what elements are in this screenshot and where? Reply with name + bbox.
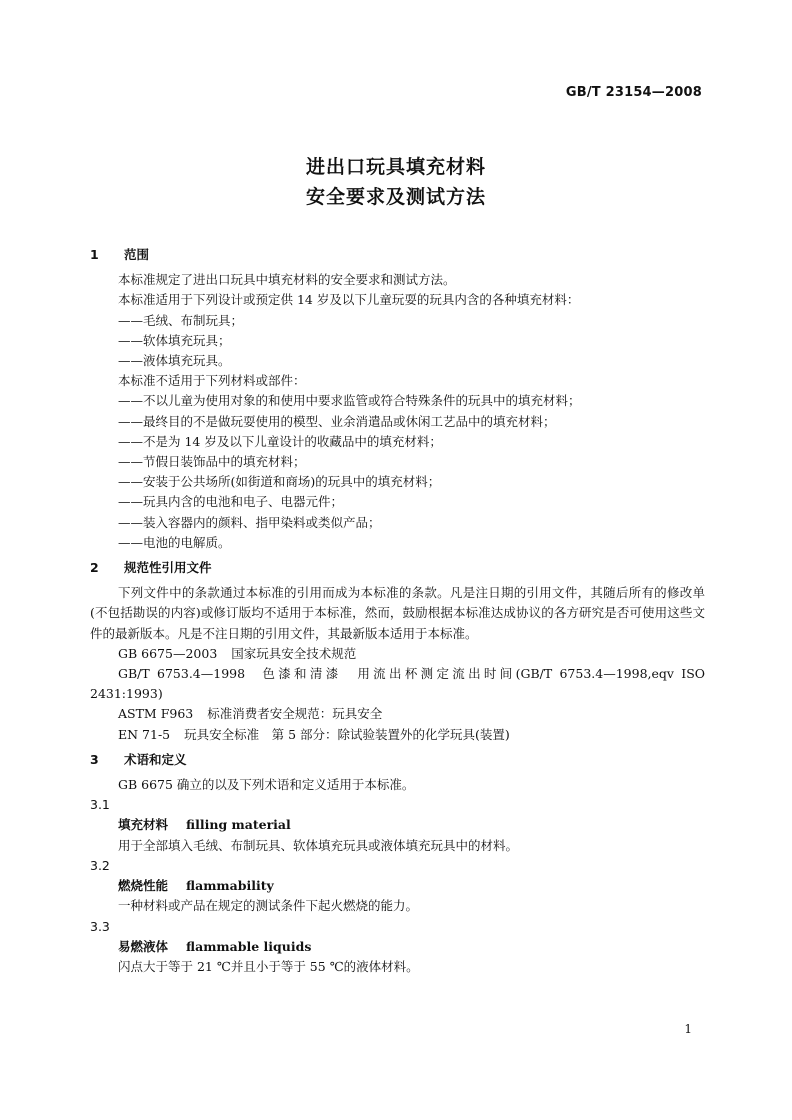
section-number: 3 bbox=[90, 751, 99, 767]
document-title-line2: 安全要求及测试方法 bbox=[305, 186, 486, 208]
paragraph: 本标准适用于下列设计或预定供 14 岁及以下儿童玩耍的玩具内含的各种填充材料： bbox=[118, 292, 580, 308]
reference-code: ASTM F963 bbox=[118, 706, 194, 722]
reference-code: GB/T 6753.4—1998 bbox=[118, 666, 246, 682]
paragraph: 本标准不适用于下列材料或部件： bbox=[118, 373, 306, 389]
section-heading-terms-definitions bbox=[90, 750, 705, 770]
term-definition: 用于全部填入毛绒、布制玩具、软体填充玩具或液体填充玩具中的材料。 bbox=[118, 837, 519, 853]
list-item: ——安装于公共场所(如街道和商场)的玩具中的填充材料； bbox=[118, 474, 441, 490]
term-en: flammability bbox=[186, 878, 274, 894]
section-heading-normative-references bbox=[90, 558, 705, 578]
section-title: 范围 bbox=[124, 247, 150, 262]
list-item: ——最终目的不是做玩耍使用的模型、业余消遣品或休闲工艺品中的填充材料； bbox=[118, 413, 556, 429]
section-number: 2 bbox=[90, 560, 99, 576]
term-number: 3.1 bbox=[90, 797, 110, 813]
reference-title: 玩具安全标准 第 5 部分：除试验装置外的化学玩具(装置) bbox=[184, 726, 510, 742]
list-item: ——毛绒、布制玩具； bbox=[118, 312, 244, 328]
list-item: ——软体填充玩具； bbox=[118, 332, 231, 348]
reference-code: EN 71-5 bbox=[118, 726, 171, 742]
section-number: 1 bbox=[90, 247, 99, 262]
term-number: 3.3 bbox=[90, 918, 110, 934]
term-zh: 燃烧性能 bbox=[118, 878, 169, 894]
list-item: ——装入容器内的颜料、指甲染料或类似产品； bbox=[118, 514, 381, 530]
term-heading bbox=[90, 876, 705, 896]
reference-item bbox=[90, 644, 705, 664]
paragraph: GB 6675 确立的以及下列术语和定义适用于本标准。 bbox=[118, 777, 415, 793]
document-body bbox=[90, 240, 705, 977]
reference-title: 色漆和清漆 用流出杯测定流出时间(GB/T 6753.4—1998,eqv ISO 2431:1993) bbox=[90, 666, 706, 702]
reference-item bbox=[90, 664, 705, 704]
term-definition: 一种材料或产品在规定的测试条件下起火燃烧的能力。 bbox=[118, 898, 419, 914]
list-item: ——液体填充玩具。 bbox=[118, 353, 231, 369]
reference-title: 国家玩具安全技术规范 bbox=[231, 645, 357, 661]
reference-item bbox=[90, 704, 705, 724]
reference-title: 标准消费者安全规范：玩具安全 bbox=[207, 706, 383, 722]
section-title: 规范性引用文件 bbox=[124, 560, 212, 576]
list-item: ——节假日装饰品中的填充材料； bbox=[118, 454, 306, 470]
term-zh: 填充材料 bbox=[118, 817, 169, 833]
term-zh: 易燃液体 bbox=[118, 938, 169, 954]
reference-code: GB 6675—2003 bbox=[118, 645, 218, 661]
list-item: ——电池的电解质。 bbox=[118, 534, 231, 550]
paragraph: 本标准规定了进出口玩具中填充材料的安全要求和测试方法。 bbox=[118, 272, 456, 288]
list-item: ——不以儿童为使用对象的和使用中要求监管或符合特殊条件的玩具中的填充材料； bbox=[118, 393, 581, 409]
standard-code: GB/T 23154—2008 bbox=[565, 85, 702, 100]
section-title: 术语和定义 bbox=[124, 751, 187, 767]
reference-item bbox=[90, 725, 705, 745]
term-number: 3.2 bbox=[90, 857, 110, 873]
term-en: filling material bbox=[186, 817, 291, 833]
list-item: ——不是为 14 岁及以下儿童设计的收藏品中的填充材料； bbox=[118, 433, 442, 449]
term-definition: 闪点大于等于 21 ℃并且小于等于 55 ℃的液体材料。 bbox=[118, 958, 419, 974]
section-heading-scope bbox=[90, 245, 705, 265]
term-heading bbox=[90, 815, 705, 835]
list-item: ——玩具内含的电池和电子、电器元件； bbox=[118, 494, 344, 510]
paragraph: 下列文件中的条款通过本标准的引用而成为本标准的条款。凡是注日期的引用文件，其随后所有的修改单(不包括勘误的内容)或修订版均不适用于本标准，然而，鼓励根据本标准达成协议的各方研究是否可使用这些文件的最新版本。凡是不注日期的引用文件，其最新版本适用于本标准。 bbox=[90, 585, 705, 641]
page-number: 1 bbox=[684, 1022, 692, 1036]
term-heading bbox=[90, 937, 705, 957]
term-en: flammable liquids bbox=[186, 938, 312, 954]
document-title-line1: 进出口玩具填充材料 bbox=[305, 156, 486, 178]
